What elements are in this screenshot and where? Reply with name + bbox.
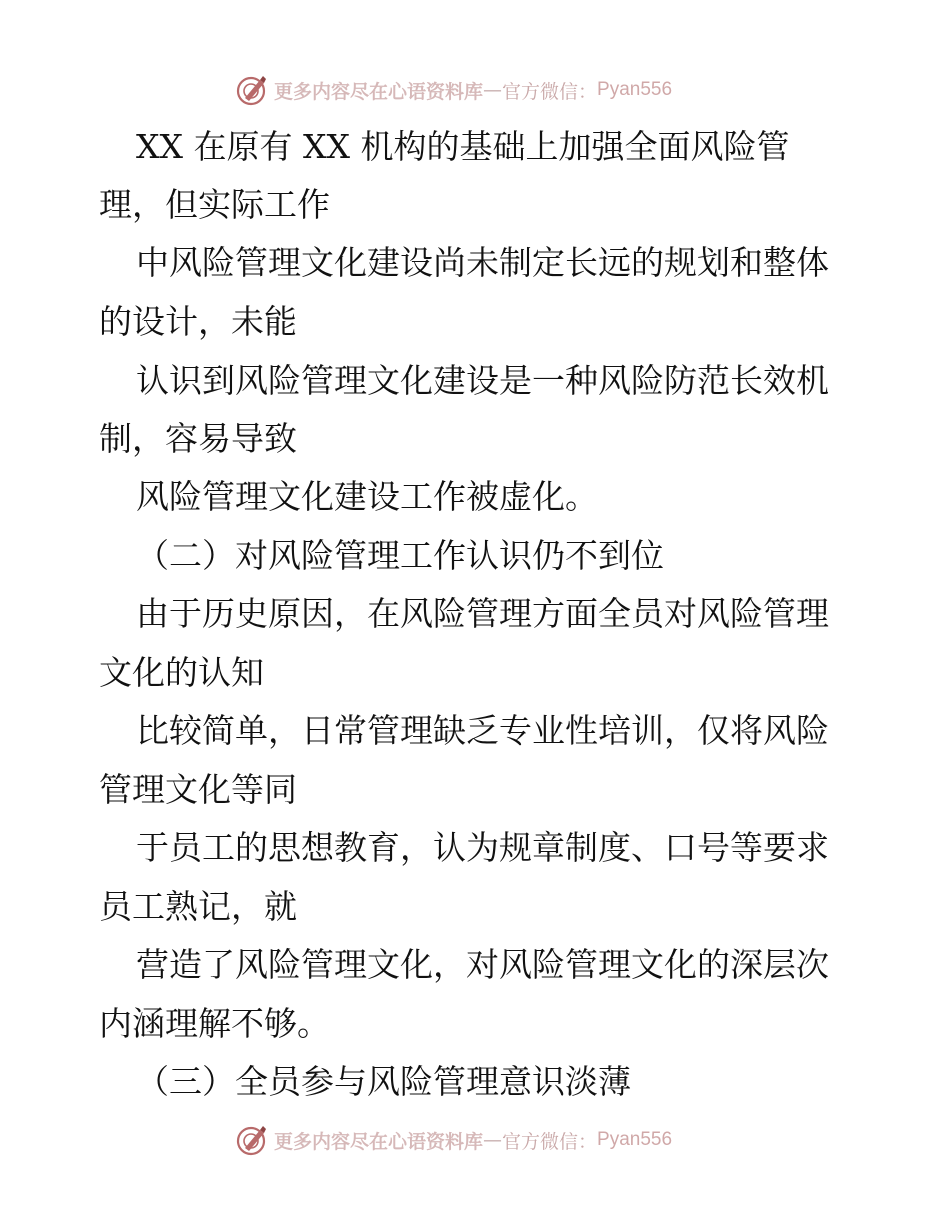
body-line: 由于历史原因，在风险管理方面全员对风险管理 bbox=[136, 594, 829, 633]
body-line: XX 在原有 XX 机构的基础上加强全面风险管 bbox=[136, 127, 790, 166]
footer-banner bbox=[236, 1122, 672, 1158]
body-line: 的设计，未能 bbox=[99, 302, 297, 341]
body-line: 认识到风险管理文化建设是一种风险防范长效机 bbox=[136, 361, 829, 400]
section-heading: （二）对风险管理工作认识仍不到位 bbox=[136, 536, 664, 575]
pen-logo-icon bbox=[236, 74, 268, 106]
banner-separator: — bbox=[483, 79, 503, 101]
body-line: 比较简单，日常管理缺乏专业性培训，仅将风险 bbox=[136, 711, 829, 750]
banner-wechat-label: 官方微信： bbox=[502, 80, 598, 103]
body-line: 管理文化等同 bbox=[99, 770, 297, 809]
pen-logo-icon bbox=[236, 1124, 268, 1156]
section-heading: （三）全员参与风险管理意识淡薄 bbox=[136, 1062, 631, 1101]
banner-wechat-label: 官方微信： bbox=[502, 1130, 598, 1153]
body-line: 营造了风险管理文化，对风险管理文化的深层次 bbox=[136, 945, 829, 984]
body-line: 内涵理解不够。 bbox=[99, 1004, 330, 1043]
banner-separator: — bbox=[483, 1129, 503, 1151]
body-line: 中风险管理文化建设尚未制定长远的规划和整体 bbox=[136, 243, 829, 282]
body-line: 于员工的思想教育，认为规章制度、口号等要求 bbox=[136, 828, 829, 867]
body-line: 理，但实际工作 bbox=[99, 185, 330, 224]
header-banner bbox=[236, 72, 672, 108]
banner-wechat-id: Pyan556 bbox=[597, 79, 673, 100]
body-line: 文化的认知 bbox=[99, 653, 264, 692]
banner-wechat-id: Pyan556 bbox=[597, 1129, 673, 1150]
body-line: 制，容易导致 bbox=[99, 419, 297, 458]
body-line: 员工熟记，就 bbox=[99, 887, 297, 926]
banner-slogan: 更多内容尽在心语资料库 bbox=[274, 1130, 484, 1153]
banner-slogan: 更多内容尽在心语资料库 bbox=[274, 80, 484, 103]
body-line: 风险管理文化建设工作被虚化。 bbox=[136, 477, 598, 516]
